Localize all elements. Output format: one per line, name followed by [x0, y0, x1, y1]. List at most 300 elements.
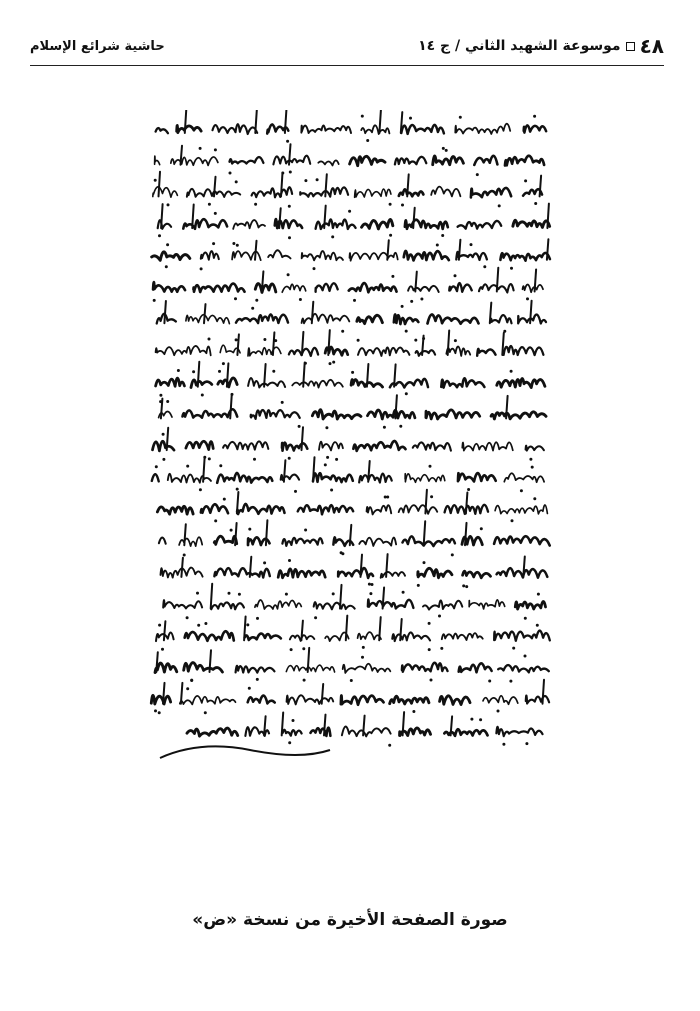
handwriting-word: [362, 220, 393, 229]
handwriting-dot: [199, 488, 202, 491]
handwriting-dot: [199, 147, 202, 150]
handwriting-dot: [440, 647, 443, 650]
handwriting-word: [349, 283, 397, 292]
handwriting-word: [194, 284, 245, 292]
handwriting-dot: [286, 140, 289, 143]
handwriting-dot: [362, 646, 365, 649]
handwriting-dot: [531, 466, 534, 469]
handwriting-word: [316, 283, 338, 292]
handwriting-dot: [341, 330, 344, 333]
handwriting-word: [152, 252, 190, 260]
handwriting-word: [153, 441, 175, 451]
handwriting-dot: [441, 234, 444, 237]
handwriting-dot: [166, 400, 169, 403]
handwriting-dot: [167, 203, 170, 206]
handwriting-word: [401, 125, 444, 134]
handwriting-dot: [476, 173, 479, 176]
handwriting-dot: [414, 339, 417, 342]
handwriting-dot: [332, 361, 335, 364]
handwriting-dot: [361, 115, 364, 118]
handwriting-dot: [454, 274, 457, 277]
handwriting-word: [311, 728, 331, 736]
handwriting-dot: [251, 307, 254, 310]
handwriting-dot: [281, 401, 284, 404]
running-head: [418, 34, 664, 58]
handwriting-dot: [288, 559, 291, 562]
handwriting-dot: [212, 242, 215, 245]
handwriting-dot: [158, 234, 161, 237]
handwriting-word: [152, 474, 159, 481]
handwriting-word: [523, 284, 544, 292]
handwriting-stroke: [325, 174, 327, 196]
handwriting-dot: [294, 490, 297, 493]
handwriting-word: [526, 696, 549, 704]
handwriting-dot: [383, 426, 386, 429]
handwriting-stroke: [159, 172, 161, 197]
handwriting-dot: [274, 339, 277, 342]
handwriting-dot: [470, 243, 473, 246]
handwriting-dot: [166, 243, 169, 246]
handwriting-dot: [526, 297, 529, 300]
handwriting-word: [213, 124, 258, 134]
handwriting-dot: [229, 172, 232, 175]
handwriting-stroke: [164, 301, 166, 323]
handwriting-dot: [428, 648, 431, 651]
handwriting-dot: [510, 267, 513, 270]
handwriting-word: [214, 568, 269, 577]
handwriting-stroke: [340, 585, 342, 609]
handwriting-word: [350, 156, 385, 165]
handwriting-word: [456, 252, 487, 260]
handwriting-word: [404, 251, 449, 260]
handwriting-word: [471, 188, 511, 197]
handwriting-word: [494, 536, 550, 545]
handwriting-word: [449, 283, 471, 292]
handwriting-dot: [162, 433, 165, 436]
handwriting-word: [319, 442, 343, 451]
handwriting-word: [497, 568, 548, 578]
handwriting-dot: [348, 210, 351, 213]
handwriting-dot: [326, 456, 329, 459]
handwriting-dot: [402, 591, 405, 594]
handwriting-dot: [196, 592, 199, 595]
handwriting-dot: [159, 394, 162, 397]
handwriting-word: [278, 569, 325, 578]
handwriting-dot: [368, 583, 371, 586]
handwriting-dot: [341, 552, 344, 555]
handwriting-word: [413, 442, 451, 450]
handwriting-dot: [479, 718, 482, 721]
handwriting-dot: [161, 648, 164, 651]
handwriting-dot: [183, 554, 186, 557]
handwriting-dot: [197, 624, 200, 627]
handwriting-dot: [325, 426, 328, 429]
handwriting-word: [151, 695, 170, 704]
handwriting-dot: [332, 592, 335, 595]
handwriting-dot: [204, 711, 207, 714]
handwriting-dot: [410, 300, 413, 303]
handwriting-dot: [186, 616, 189, 619]
handwriting-dot: [288, 741, 291, 744]
handwriting-dot: [388, 744, 391, 747]
handwriting-word: [368, 599, 414, 608]
handwriting-word: [255, 284, 275, 293]
handwriting-word: [428, 315, 479, 324]
handwriting-dot: [412, 710, 415, 713]
handwriting-dot: [285, 593, 288, 596]
handwriting-word: [157, 314, 176, 324]
handwriting-word: [458, 473, 496, 481]
handwriting-word: [433, 156, 464, 165]
handwriting-dot: [208, 338, 211, 341]
handwriting-dot: [190, 679, 193, 682]
handwriting-word: [400, 728, 431, 736]
handwriting-word: [273, 156, 310, 165]
handwriting-dot: [162, 458, 165, 461]
handwriting-dot: [454, 339, 457, 342]
handwriting-dot: [263, 338, 266, 341]
handwriting-word: [301, 125, 351, 133]
handwriting-dot: [153, 299, 156, 302]
handwriting-word: [483, 696, 518, 705]
handwriting-word: [158, 220, 171, 229]
handwriting-stroke: [255, 241, 257, 260]
handwriting-dot: [290, 648, 293, 651]
handwriting-word: [442, 633, 483, 640]
handwriting-dot: [256, 678, 259, 681]
handwriting-word: [496, 727, 542, 736]
handwriting-dot: [288, 457, 291, 460]
handwriting-word: [342, 727, 391, 737]
handwriting-word: [513, 220, 550, 227]
handwriting-dot: [214, 519, 217, 522]
handwriting-dot: [405, 330, 408, 333]
handwriting-dot: [159, 400, 162, 403]
handwriting-word: [159, 538, 166, 544]
handwriting-dot: [430, 679, 433, 682]
handwriting-dot: [533, 497, 536, 500]
handwriting-word: [283, 730, 302, 736]
handwriting-word: [463, 571, 491, 578]
handwriting-word: [395, 157, 426, 165]
handwriting-word: [286, 665, 334, 672]
handwriting-word: [462, 442, 513, 450]
handwriting-dot: [423, 561, 426, 564]
handwriting-dot: [214, 148, 217, 151]
handwriting-dot: [288, 205, 291, 208]
handwriting-dot: [246, 623, 249, 626]
handwriting-dot: [228, 592, 231, 595]
handwriting-dot: [462, 584, 465, 587]
handwriting-dot: [511, 519, 514, 522]
handwriting-dot: [353, 299, 356, 302]
handwriting-word: [491, 412, 546, 419]
handwriting-word: [394, 314, 418, 324]
handwriting-word: [282, 538, 322, 546]
handwriting-dot: [524, 617, 527, 620]
handwriting-word: [287, 695, 334, 704]
handwriting-dot: [289, 171, 292, 174]
handwriting-dot: [524, 179, 527, 182]
handwriting-word: [251, 410, 300, 419]
handwriting-stroke: [322, 684, 324, 704]
handwriting-dot: [509, 680, 512, 683]
handwriting-dot: [154, 709, 157, 712]
handwriting-word: [268, 250, 290, 258]
handwriting-dot: [442, 147, 445, 150]
handwriting-stroke: [204, 304, 206, 323]
handwriting-stroke: [379, 110, 381, 133]
handwriting-dot: [502, 743, 505, 746]
handwriting-dot: [357, 339, 360, 342]
handwriting-dot: [324, 463, 327, 466]
handwriting-dot: [480, 527, 483, 530]
handwriting-dot: [201, 394, 204, 397]
handwriting-word: [368, 410, 415, 419]
handwriting-dot: [369, 592, 372, 595]
handwriting-dot: [219, 464, 222, 467]
handwriting-word: [217, 473, 272, 483]
handwriting-word: [230, 157, 264, 163]
handwriting-word: [214, 536, 236, 544]
handwriting-stroke: [285, 110, 287, 133]
handwriting-dot: [525, 742, 528, 745]
handwriting-dot: [288, 236, 291, 239]
handwriting-word: [223, 441, 268, 449]
handwriting-word: [498, 665, 549, 672]
handwriting-dot: [401, 305, 404, 308]
handwriting-dot: [428, 622, 431, 625]
handwriting-dot: [465, 585, 468, 588]
square-separator-icon: [626, 42, 635, 51]
handwriting-dot: [483, 265, 486, 268]
handwriting-stroke: [308, 648, 310, 672]
handwriting-dot: [459, 116, 462, 119]
handwriting-word: [518, 314, 546, 323]
handwriting-dot: [186, 687, 189, 690]
handwriting-dot: [204, 622, 207, 625]
handwriting-word: [302, 314, 350, 323]
handwriting-word: [477, 349, 495, 356]
handwriting-dot: [303, 679, 306, 682]
handwriting-word: [252, 187, 293, 197]
handwriting-word: [180, 696, 236, 704]
handwriting-dot: [470, 718, 473, 721]
handwriting-dot: [331, 235, 334, 238]
handwriting-dot: [429, 465, 432, 468]
handwriting-word: [418, 568, 452, 577]
handwriting-word: [497, 379, 545, 388]
handwriting-word: [156, 378, 185, 386]
handwriting-word: [458, 221, 502, 229]
handwriting-word: [390, 696, 429, 704]
page-header: [30, 30, 664, 64]
handwriting-dot: [236, 488, 239, 491]
handwriting-word: [168, 474, 211, 483]
handwriting-word: [187, 728, 238, 736]
handwriting-word: [184, 663, 223, 672]
handwriting-word: [282, 443, 307, 451]
handwriting-word: [416, 350, 436, 356]
handwriting-word: [292, 380, 343, 388]
handwriting-dot: [214, 212, 217, 215]
handwriting-word: [153, 282, 185, 292]
handwriting-word: [341, 695, 384, 704]
handwriting-word: [343, 664, 391, 673]
handwriting-word: [408, 286, 439, 292]
handwriting-word: [491, 315, 512, 323]
handwriting-word: [183, 409, 238, 417]
handwriting-dot: [451, 553, 454, 556]
handwriting-word: [201, 251, 219, 260]
handwriting-word: [179, 537, 202, 546]
handwriting-word: [236, 314, 288, 323]
handwriting-word: [405, 474, 445, 483]
handwriting-dot: [222, 362, 225, 365]
handwriting-word: [298, 505, 353, 514]
handwriting-dot: [263, 561, 266, 564]
handwriting-dot: [351, 371, 354, 374]
handwriting-word: [358, 347, 409, 355]
handwriting-word: [526, 446, 544, 451]
handwriting-word: [248, 347, 281, 356]
handwriting-dot: [430, 495, 433, 498]
handwriting-word: [505, 156, 544, 166]
handwriting-dot: [524, 655, 527, 658]
handwriting-dot: [438, 615, 441, 618]
handwriting-stroke: [181, 558, 183, 577]
handwriting-word: [431, 187, 460, 197]
handwriting-word: [163, 600, 202, 608]
handwriting-dot: [520, 489, 523, 492]
handwriting-stroke: [214, 177, 216, 197]
handwriting-word: [469, 600, 505, 609]
handwriting-stroke: [230, 396, 232, 419]
handwriting-word: [399, 505, 438, 514]
handwriting-word: [459, 663, 492, 672]
handwriting-word: [515, 601, 545, 609]
handwriting-word: [157, 506, 193, 514]
handwriting-word: [359, 474, 392, 483]
handwriting-word: [361, 125, 389, 134]
handwriting-word: [426, 410, 480, 419]
handwriting-stroke: [237, 334, 239, 355]
handwriting-word: [248, 378, 285, 388]
handwriting-word: [399, 189, 423, 196]
handwriting-word: [494, 631, 550, 641]
handwriting-dot: [254, 203, 257, 206]
section-title: حاشية شرائع الإسلام: [30, 39, 165, 54]
handwriting-word: [440, 696, 470, 705]
handwriting-dot: [158, 711, 161, 714]
handwriting-dot: [208, 457, 211, 460]
handwriting-dot: [399, 425, 402, 428]
handwriting-word: [350, 253, 398, 261]
handwriting-dot: [316, 178, 319, 181]
handwriting-dot: [192, 370, 195, 373]
handwriting-dot: [158, 624, 161, 627]
handwriting-dot: [510, 370, 513, 373]
handwriting-stroke: [413, 208, 415, 228]
handwriting-dot: [299, 298, 302, 301]
handwriting-word: [312, 410, 361, 419]
handwriting-dot: [405, 392, 408, 395]
handwriting-dot: [272, 370, 275, 373]
handwriting-word: [381, 572, 405, 578]
handwriting-dot: [417, 584, 420, 587]
handwriting-dot: [534, 202, 537, 205]
handwriting-dot: [238, 593, 241, 596]
handwriting-word: [359, 538, 396, 546]
handwriting-stroke: [312, 302, 314, 324]
closing-flourish: [160, 746, 330, 758]
handwriting-word: [390, 379, 428, 388]
handwriting-word: [455, 124, 510, 134]
handwriting-stroke: [164, 621, 166, 640]
handwriting-stroke: [543, 680, 545, 704]
handwriting-word: [282, 284, 306, 292]
handwriting-stroke: [273, 332, 275, 355]
page-number: ٤٨: [639, 34, 664, 58]
handwriting-word: [171, 157, 218, 165]
handwriting-dot: [165, 265, 168, 268]
handwriting-dot: [329, 362, 332, 365]
handwriting-dot: [234, 297, 237, 300]
handwriting-dot: [154, 179, 157, 182]
handwriting-dot: [314, 616, 317, 619]
handwriting-dot: [371, 583, 374, 586]
handwriting-word: [474, 156, 497, 165]
handwriting-word: [245, 634, 281, 640]
handwriting-stroke: [284, 460, 286, 482]
handwriting-strokes: [140, 110, 560, 760]
handwriting-word: [177, 125, 201, 132]
handwriting-dot: [529, 458, 532, 461]
handwriting-dot: [255, 299, 258, 302]
handwriting-word: [314, 602, 355, 609]
handwriting-stroke: [302, 427, 304, 450]
handwriting-word: [495, 505, 547, 514]
handwriting-word: [183, 219, 227, 229]
handwriting-word: [402, 663, 448, 672]
handwriting-dot: [361, 656, 364, 659]
handwriting-word: [524, 125, 546, 132]
figure-caption: صورة الصفحة الأخيرة من نسخة «ض»: [192, 910, 508, 930]
handwriting-word: [211, 602, 244, 609]
handwriting-word: [156, 128, 168, 133]
handwriting-dot: [223, 498, 226, 501]
handwriting-word: [248, 696, 275, 704]
handwriting-dot: [330, 489, 333, 492]
handwriting-dot: [304, 529, 307, 532]
handwriting-dot: [409, 117, 412, 120]
running-title: موسوعة الشهيد الثاني / ج ١٤: [418, 38, 621, 54]
handwriting-dot: [155, 465, 158, 468]
handwriting-word: [255, 600, 301, 609]
handwriting-word: [302, 251, 343, 260]
handwriting-dot: [304, 179, 307, 182]
handwriting-dot: [177, 369, 180, 372]
handwriting-stroke: [386, 554, 388, 577]
handwriting-dot: [218, 370, 221, 373]
handwriting-dot: [536, 624, 539, 627]
handwriting-dot: [366, 139, 369, 142]
handwriting-word: [423, 601, 462, 610]
handwriting-dot: [512, 647, 515, 650]
handwriting-dot: [533, 115, 536, 118]
handwriting-word: [156, 346, 211, 355]
handwriting-word: [392, 632, 430, 641]
